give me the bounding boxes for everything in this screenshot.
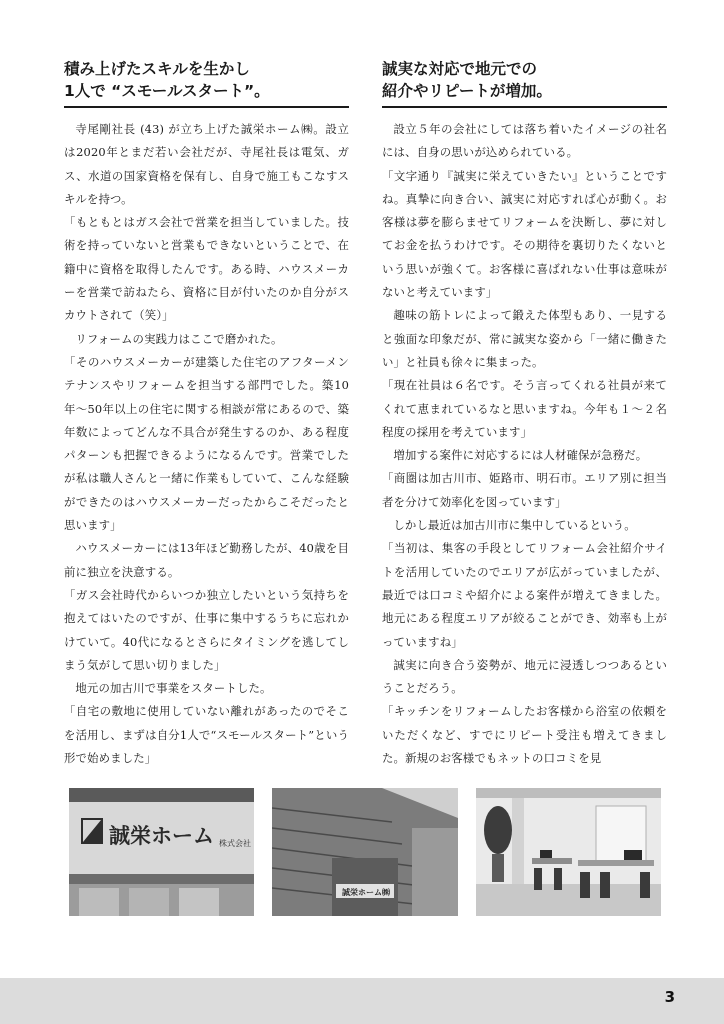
paragraph: 「当初は、集客の手段としてリフォーム会社紹介サイトを活用していたのでエリアが広がっていましたが、最近では口コミや紹介による案件が増えてきました。地元にある程度エリアが絞ることができ、効率も上がっていますね」 xyxy=(382,541,667,649)
paragraph: 「もともとはガス会社で営業を担当していました。技術を持っていないと営業もできないということで、在籍中に資格を取得したんです。ある時、ハウスメーカーを営業で訪ねたら、資格に目が付いたのか自分がスカウトされて（笑）」 xyxy=(64,215,349,323)
right-heading xyxy=(382,58,667,102)
paragraph: 「自宅の敷地に使用していない離れがあったのでそこを活用し、まずは自分1人で“スモールスタート”という形で始めました」 xyxy=(64,704,349,766)
left-heading-line2: 1人で “スモールスタート”。 xyxy=(64,82,270,100)
building-photo xyxy=(272,788,458,916)
right-article-body xyxy=(382,118,667,770)
right-heading-line1: 誠実な対応で地元での xyxy=(382,60,538,78)
paragraph: 「キッチンをリフォームしたお客様から浴室の依頼をいただくなど、すでにリピート受注も増えてきました。新規のお客様でもネットの口コミを見 xyxy=(382,704,667,766)
paragraph: ハウスメーカーには13年ほど勤務したが、40歳を目前に独立を決意する。 xyxy=(64,541,349,579)
building-sign-text: 誠栄ホーム㈱ xyxy=(342,888,390,897)
paragraph: 増加する案件に対応するには人材確保が急務だ。 xyxy=(393,448,648,463)
right-column xyxy=(382,58,667,770)
right-heading-line2: 紹介やリピートが増加。 xyxy=(382,82,552,100)
paragraph: 「商圏は加古川市、姫路市、明石市。エリア別に担当者を分けて効率化を図っています」 xyxy=(382,471,667,509)
page-footer xyxy=(0,978,724,1024)
paragraph: 「ガス会社時代からいつか独立したいという気持ちを抱えてはいたのですが、仕事に集中するうちに忘れかけていて。40代になるとさらにタイミングを逃してしまう気がして思い切りました」 xyxy=(64,587,349,672)
left-heading-line1: 積み上げたスキルを生かし xyxy=(64,60,250,78)
left-heading-rule xyxy=(64,106,349,108)
paragraph: 地元の加古川で事業をスタートした。 xyxy=(75,681,272,696)
paragraph: 「文字通り『誠実に栄えていきたい』ということですね。真摯に向き合い、誠実に対応すれば心が動く。お客様は夢を膨らませてリフォームを決断し、夢に対してお金を払うわけです。その期待を裏切りたくないという思いが強くて。お客様に喜ばれない仕事は意味がないと考えています」 xyxy=(382,168,667,300)
storefront-sign-suffix: 株式会社 xyxy=(219,839,251,848)
storefront-photo xyxy=(69,788,254,916)
right-heading-rule xyxy=(382,106,667,108)
paragraph: 「現在社員は６名です。そう言ってくれる社員が来てくれて恵まれているなと思いますね。今年も１〜２名程度の採用を考えています」 xyxy=(382,378,667,439)
page-number: 3 xyxy=(664,988,675,1006)
left-article-body xyxy=(64,118,349,770)
office-photo xyxy=(476,788,661,916)
paragraph: しかし最近は加古川市に集中しているという。 xyxy=(393,518,636,533)
storefront-sign-text: 誠栄ホーム xyxy=(109,824,214,848)
left-heading xyxy=(64,58,349,102)
left-column xyxy=(64,58,349,770)
paragraph: 誠実に向き合う姿勢が、地元に浸透しつつあるということだろう。 xyxy=(382,657,667,696)
company-logo-icon xyxy=(81,818,103,844)
paragraph: 設立５年の会社にしては落ち着いたイメージの社名には、自身の思いが込められている。 xyxy=(382,122,667,160)
paragraph: 趣味の筋トレによって鍛えた体型もあり、一見すると強面な印象だが、常に誠実な姿から「一緒に働きたい」と社員も徐々に集まった。 xyxy=(382,308,667,369)
paragraph: 寺尾剛社長 (43) が立ち上げた誠栄ホーム㈱。設立は2020年とまだ若い会社だが、寺尾社長は電気、ガス、水道の国家資格を保有し、自身で施工もこなすスキルを持つ。 xyxy=(64,122,349,206)
paragraph: 「そのハウスメーカーが建築した住宅のアフターメンテナンスやリフォームを担当する部門でした。築10年〜50年以上の住宅に関する相談が常にあるので、築年数によってどんな不具合が発生するのか、ある程度パターンも把握できるようになるんです。営業でしたが私は職人さんと一緒に作業もしていて、こんな経験ができたのはハウスメーカーだったからこそだったと思います」 xyxy=(64,354,349,533)
paragraph: リフォームの実践力はここで磨かれた。 xyxy=(75,331,283,346)
